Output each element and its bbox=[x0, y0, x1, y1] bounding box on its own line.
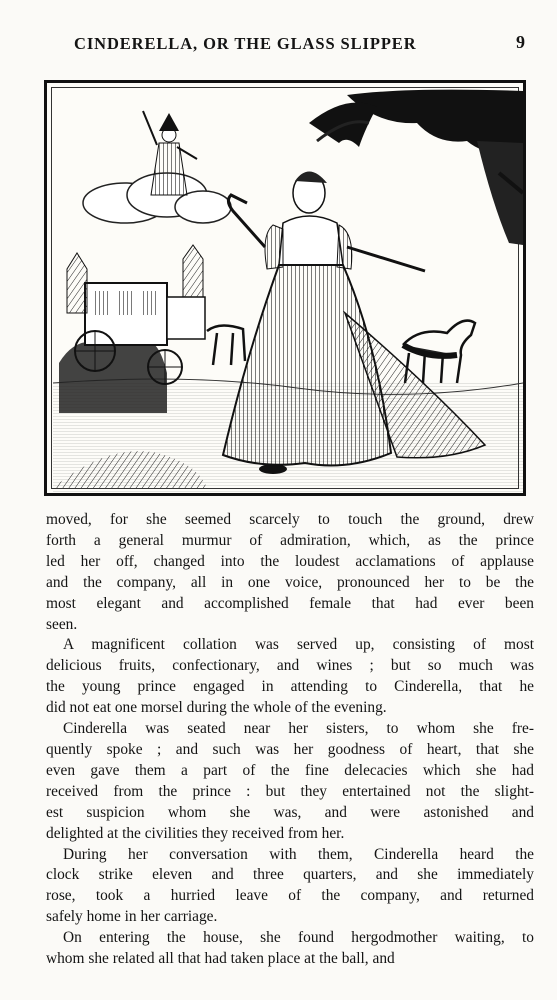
text-line: A magnificent collation was served up, consisting of most bbox=[63, 636, 534, 654]
text-line: whom she related all that had taken place at the ball, and bbox=[46, 950, 395, 968]
text-line: rose, took a hurried leave of the company, and returned bbox=[46, 887, 534, 905]
text-line: did not eat one morsel during the whole of the evening. bbox=[46, 699, 387, 717]
text-line: delighted at the civilities they received from her. bbox=[46, 824, 345, 842]
body-text bbox=[46, 510, 534, 970]
text-line: quently spoke ; and such was her goodness of heart, that she bbox=[46, 740, 534, 758]
text-line: clock strike eleven and three quarters, and she immediately bbox=[46, 866, 534, 884]
text-line: Cinderella was seated near her sisters, to whom she fre- bbox=[63, 720, 534, 738]
running-title: CINDERELLA, OR THE GLASS SLIPPER bbox=[74, 34, 417, 53]
text-line: most elegant and accomplished female that had ever been bbox=[46, 594, 534, 612]
text-line: seen. bbox=[46, 615, 78, 633]
page-number: 9 bbox=[516, 32, 525, 52]
text-line: safely home in her carriage. bbox=[46, 908, 218, 926]
text-line: During her conversation with them, Cinderella heard the bbox=[63, 845, 534, 863]
paragraph bbox=[46, 719, 534, 844]
paragraph bbox=[46, 928, 534, 970]
text-line: received from the prince : but they entertained not the slight- bbox=[46, 782, 534, 800]
paragraph bbox=[46, 510, 534, 635]
paragraph bbox=[46, 845, 534, 929]
illustration-drawing bbox=[47, 83, 526, 496]
fairy-godmother-on-cloud-icon bbox=[83, 111, 231, 223]
paragraph bbox=[46, 635, 534, 719]
cinderella-in-ball-gown-icon bbox=[223, 103, 485, 474]
text-line: the young prince engaged in attending to Cinderella, that he bbox=[46, 678, 534, 696]
text-line: On entering the house, she found hergodmother waiting, to bbox=[63, 929, 534, 947]
text-line: and the company, all in one voice, pronounced her to be the bbox=[46, 573, 534, 591]
text-line: even gave them a part of the fine delecacies which she had bbox=[46, 761, 534, 779]
text-line: moved, for she seemed scarcely to touch the ground, drew bbox=[46, 511, 534, 528]
woodcut-illustration bbox=[44, 80, 526, 496]
text-line: led her off, changed into the loudest acclamations of applause bbox=[46, 552, 534, 570]
text-line: est suspicion whom she was, and were astonished and bbox=[46, 803, 534, 821]
text-line: delicious fruits, confectionary, and wines ; but so much was bbox=[46, 657, 534, 675]
text-line: forth a general murmur of admiration, which, as the prince bbox=[46, 531, 534, 549]
